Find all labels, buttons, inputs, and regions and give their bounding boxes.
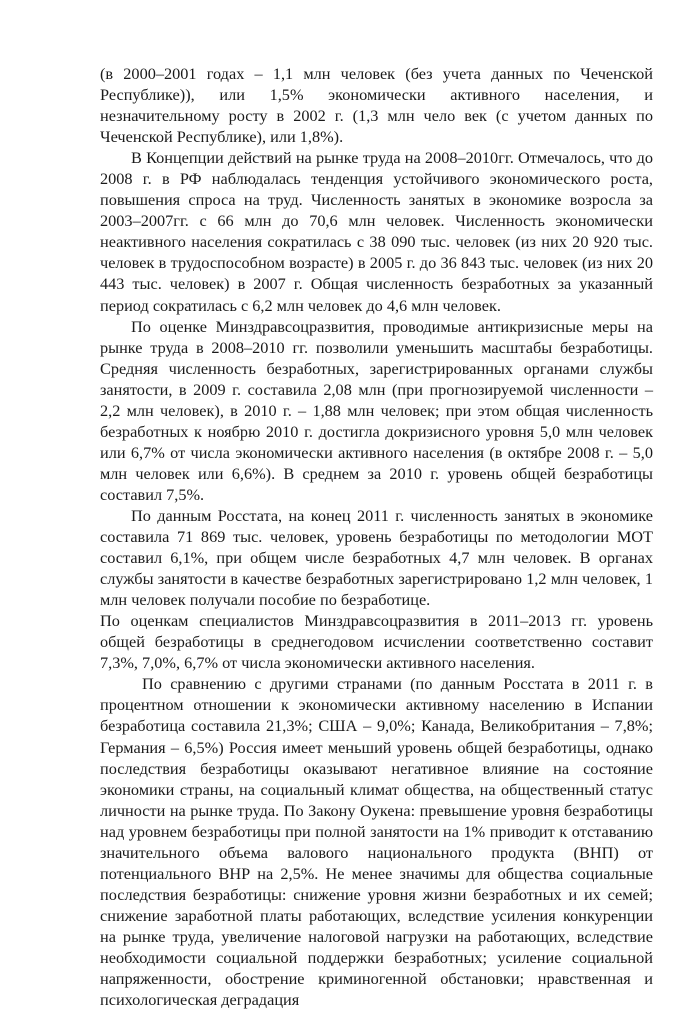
paragraph-rosstat-data: По данным Росстата, на конец 2011 г. численность занятых в экономике составила 71 869 тыс. человек, уровень безработицы по методологии МОТ составил 6,1%, при общем числе безработных 4,7 млн человек. В органах службы занятости в качестве безработных зарегистрировано 1,2 млн человек, 1 млн человек получали пособие по безработице. <box>100 505 653 610</box>
paragraph-country-comparison: По сравнению с другими странами (по данным Росстата в 2011 г. в процентном отношении к экономически активному населению в Испании безработица составила 21,3%; США – 9,0%; Канада, Великобритания – 7,8%; Германия – 6,5%) Россия имеет меньший уровень общей безработицы, однако последствия безработицы оказывают негативное влияние на состояние экономики страны, на социальный климат общества, на общественный статус личности на рынке труда. По Закону Оукена: превышение уровня безработицы над уровнем безработицы при полной занятости на 1% приводит к отставанию значительного объема валового национального продукта (ВНП) от потенциального ВНР на 2,5%. Не менее значимы для общества социальные последствия безработицы: снижение уровня жизни безработных и их семей; снижение заработной платы работающих, вследствие усиления конкуренции на рынке труда, увеличение налоговой нагрузки на работающих, вследствие необходимости социальной поддержки безработных; усиление социальной напряженности, обострение криминогенной обстановки; нравственная и психологическая деградация <box>100 674 653 1010</box>
paragraph-labor-market-concept: В Концепции действий на рынке труда на 2008–2010гг. Отмечалось, что до 2008 г. в РФ наблюдалась тенденция устойчивого экономического роста, повышения спроса на труд. Численность занятых в экономике возросла за 2003–2007гг. с 66 млн до 70,6 млн человек. Численность экономически неактивного населения сократилась с 38 090 тыс. человек (из них 20 920 тыс. человек в трудоспособном возрасте) в 2005 г. до 36 843 тыс. человек (из них 20 443 тыс. человек) в 2007 г. Общая численность безработных за указанный период сократилась с 6,2 млн человек до 4,6 млн человек. <box>100 148 653 315</box>
paragraph-continuation: (в 2000–2001 годах – 1,1 млн человек (без учета данных по Чеченской Республике)), или 1,5% экономически активного населения, и незначительному росту в 2002 г. (1,3 млн чело век (с учетом данных по Чеченской Республике), или 1,8%). <box>100 64 653 147</box>
paragraph-specialist-forecast: По оценкам специалистов Минздравсоцразвития в 2011–2013 гг. уровень общей безработицы в среднегодовом исчислении соответственно составит 7,3%, 7,0%, 6,7% от числа экономически активного населения. <box>100 611 653 673</box>
document-page <box>100 63 653 1010</box>
paragraph-ministry-assessment: По оценке Минздравсоцразвития, проводимые антикризисные меры на рынке труда в 2008–2010 гг. позволили уменьшить масштабы безработицы. Средняя численность безработных, зарегистрированных органами службы занятости, в 2009 г. составила 2,08 млн (при прогнозируемой численности – 2,2 млн человек), в 2010 г. – 1,88 млн человек; при этом общая численность безработных к ноябрю 2010 г. достигла докризисного уровня 5,0 млн человек или 6,7% от числа экономически активного населения (в октябре 2008 г. – 5,0 млн человек или 6,6%). В среднем за 2010 г. уровень общей безработицы составил 7,5%. <box>100 316 653 504</box>
